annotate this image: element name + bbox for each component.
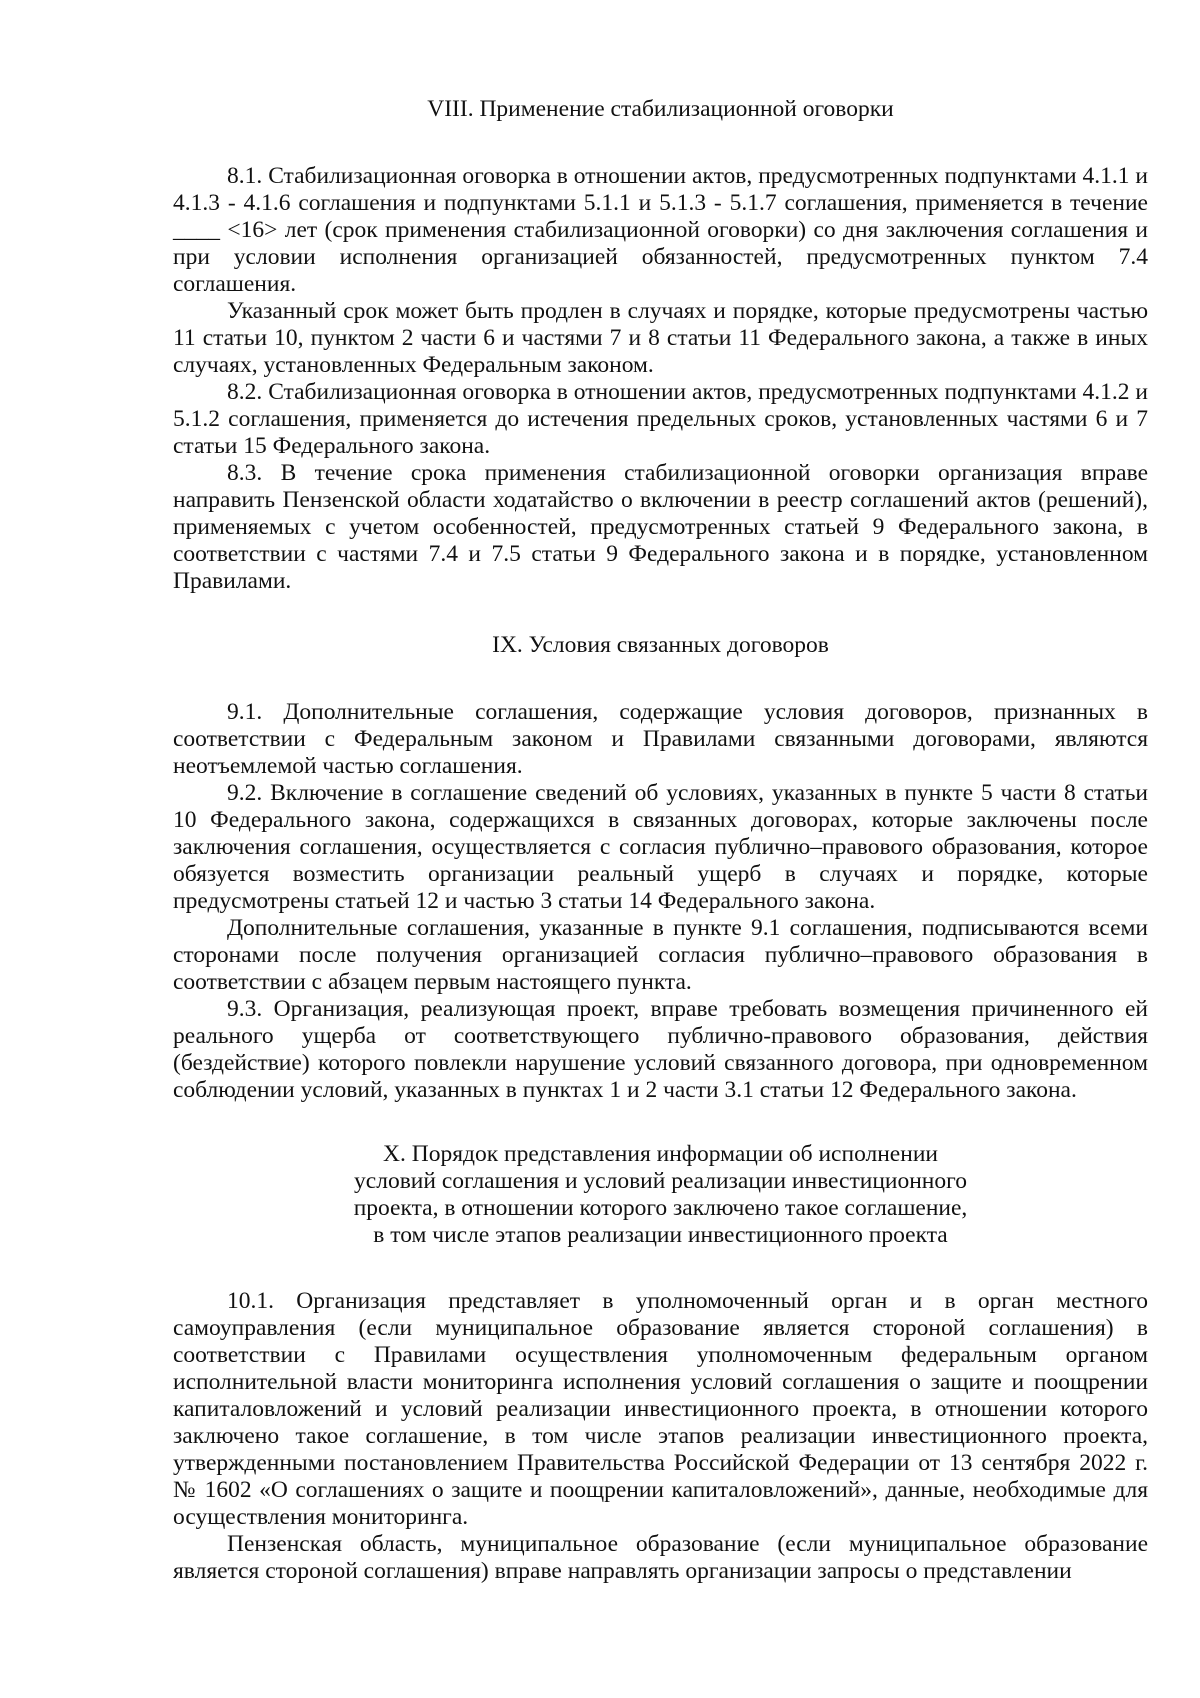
paragraph-9-2: 9.2. Включение в соглашение сведений об условиях, указанных в пункте 5 части 8 статьи 10 Федерального закона, содержащихся в связанных договорах, которые заключены после заключения соглашения, осуществляется с согласия публично–правового образования, которое обязуется возместить организации реальный ущерб в случаях и порядке, которые предусмотрены статьей 12 и частью 3 статьи 14 Федерального закона.	[173, 780, 1148, 914]
paragraph-8-1: 8.1. Стабилизационная оговорка в отношении актов, предусмотренных подпунктами 4.1.1 и 4.1.3 - 4.1.6 соглашения и подпунктами 5.1.1 и 5.1.3 - 5.1.7 соглашения, применяется в течение ____ <16> лет (срок применения стабилизационной оговорки) со дня заключения соглашения и при условии исполнения организацией обязанностей, предусмотренных пунктом 7.4 соглашения.	[173, 163, 1148, 297]
paragraph-9-3: 9.3. Организация, реализующая проект, вправе требовать возмещения причиненного ей реального ущерба от соответствующего публично-правового образования, действия (бездействие) которого повлекли нарушение условий связанного договора, при одновременном соблюдении условий, указанных в пунктах 1 и 2 части 3.1 статьи 12 Федерального закона.	[173, 996, 1148, 1103]
paragraph-9-2-additional: Дополнительные соглашения, указанные в пункте 9.1 соглашения, подписываются всеми сторонами после получения организацией согласия публично–правового образования в соответствии с абзацем первым настоящего пункта.	[173, 915, 1148, 995]
paragraph-8-2: 8.2. Стабилизационная оговорка в отношении актов, предусмотренных подпунктами 4.1.2 и 5.1.2 соглашения, применяется до истечения предельных сроков, установленных частями 6 и 7 статьи 15 Федерального закона.	[173, 379, 1148, 459]
section-8-heading: VIII. Применение стабилизационной оговорки	[427, 96, 894, 122]
section-9-heading: IX. Условия связанных договоров	[492, 632, 829, 658]
paragraph-10-1: 10.1. Организация представляет в уполномоченный орган и в орган местного самоуправления (если муниципальное образование является стороной соглашения) в соответствии с Правилами осуществления уполномоченным федеральным органом исполнительной власти мониторинга исполнения условий соглашения о защите и поощрении капиталовложений и условий реализации инвестиционного проекта, в отношении которого заключено такое соглашение, в том числе этапов реализации инвестиционного проекта, утвержденными постановлением Правительства Российской Федерации от 13 сентября 2022 г. № 1602 «О соглашениях о защите и поощрении капиталовложений», данные, необходимые для осуществления мониторинга.	[173, 1288, 1148, 1530]
paragraph-8-3: 8.3. В течение срока применения стабилизационной оговорки организация вправе направить Пензенской области ходатайство о включении в реестр соглашений актов (решений), применяемых с учетом особенностей, предусмотренных статьей 9 Федерального закона, в соответствии с частями 7.4 и 7.5 статьи 9 Федерального закона и в порядке, установленном Правилами.	[173, 460, 1148, 594]
section-10-heading-line: проекта, в отношении которого заключено такое соглашение,	[353, 1195, 968, 1221]
document-page	[173, 96, 1148, 1585]
section-10-heading-line: условий соглашения и условий реализации инвестиционного	[354, 1168, 967, 1194]
paragraph-9-1: 9.1. Дополнительные соглашения, содержащие условия договоров, признанных в соответствии с Федеральным законом и Правилами связанными договорами, являются неотъемлемой частью соглашения.	[173, 699, 1148, 779]
paragraph-8-1-extension: Указанный срок может быть продлен в случаях и порядке, которые предусмотрены частью 11 статьи 10, пунктом 2 части 6 и частями 7 и 8 статьи 11 Федерального закона, а также в иных случаях, установленных Федеральным законом.	[173, 298, 1148, 378]
section-10-heading	[173, 1141, 1148, 1249]
section-10-heading-line: X. Порядок представления информации об исполнении	[383, 1141, 938, 1167]
section-10-heading-line: в том числе этапов реализации инвестиционного проекта	[373, 1222, 948, 1248]
paragraph-10-requests: Пензенская область, муниципальное образование (если муниципальное образование является стороной соглашения) вправе направлять организации запросы о представлении	[173, 1531, 1148, 1584]
